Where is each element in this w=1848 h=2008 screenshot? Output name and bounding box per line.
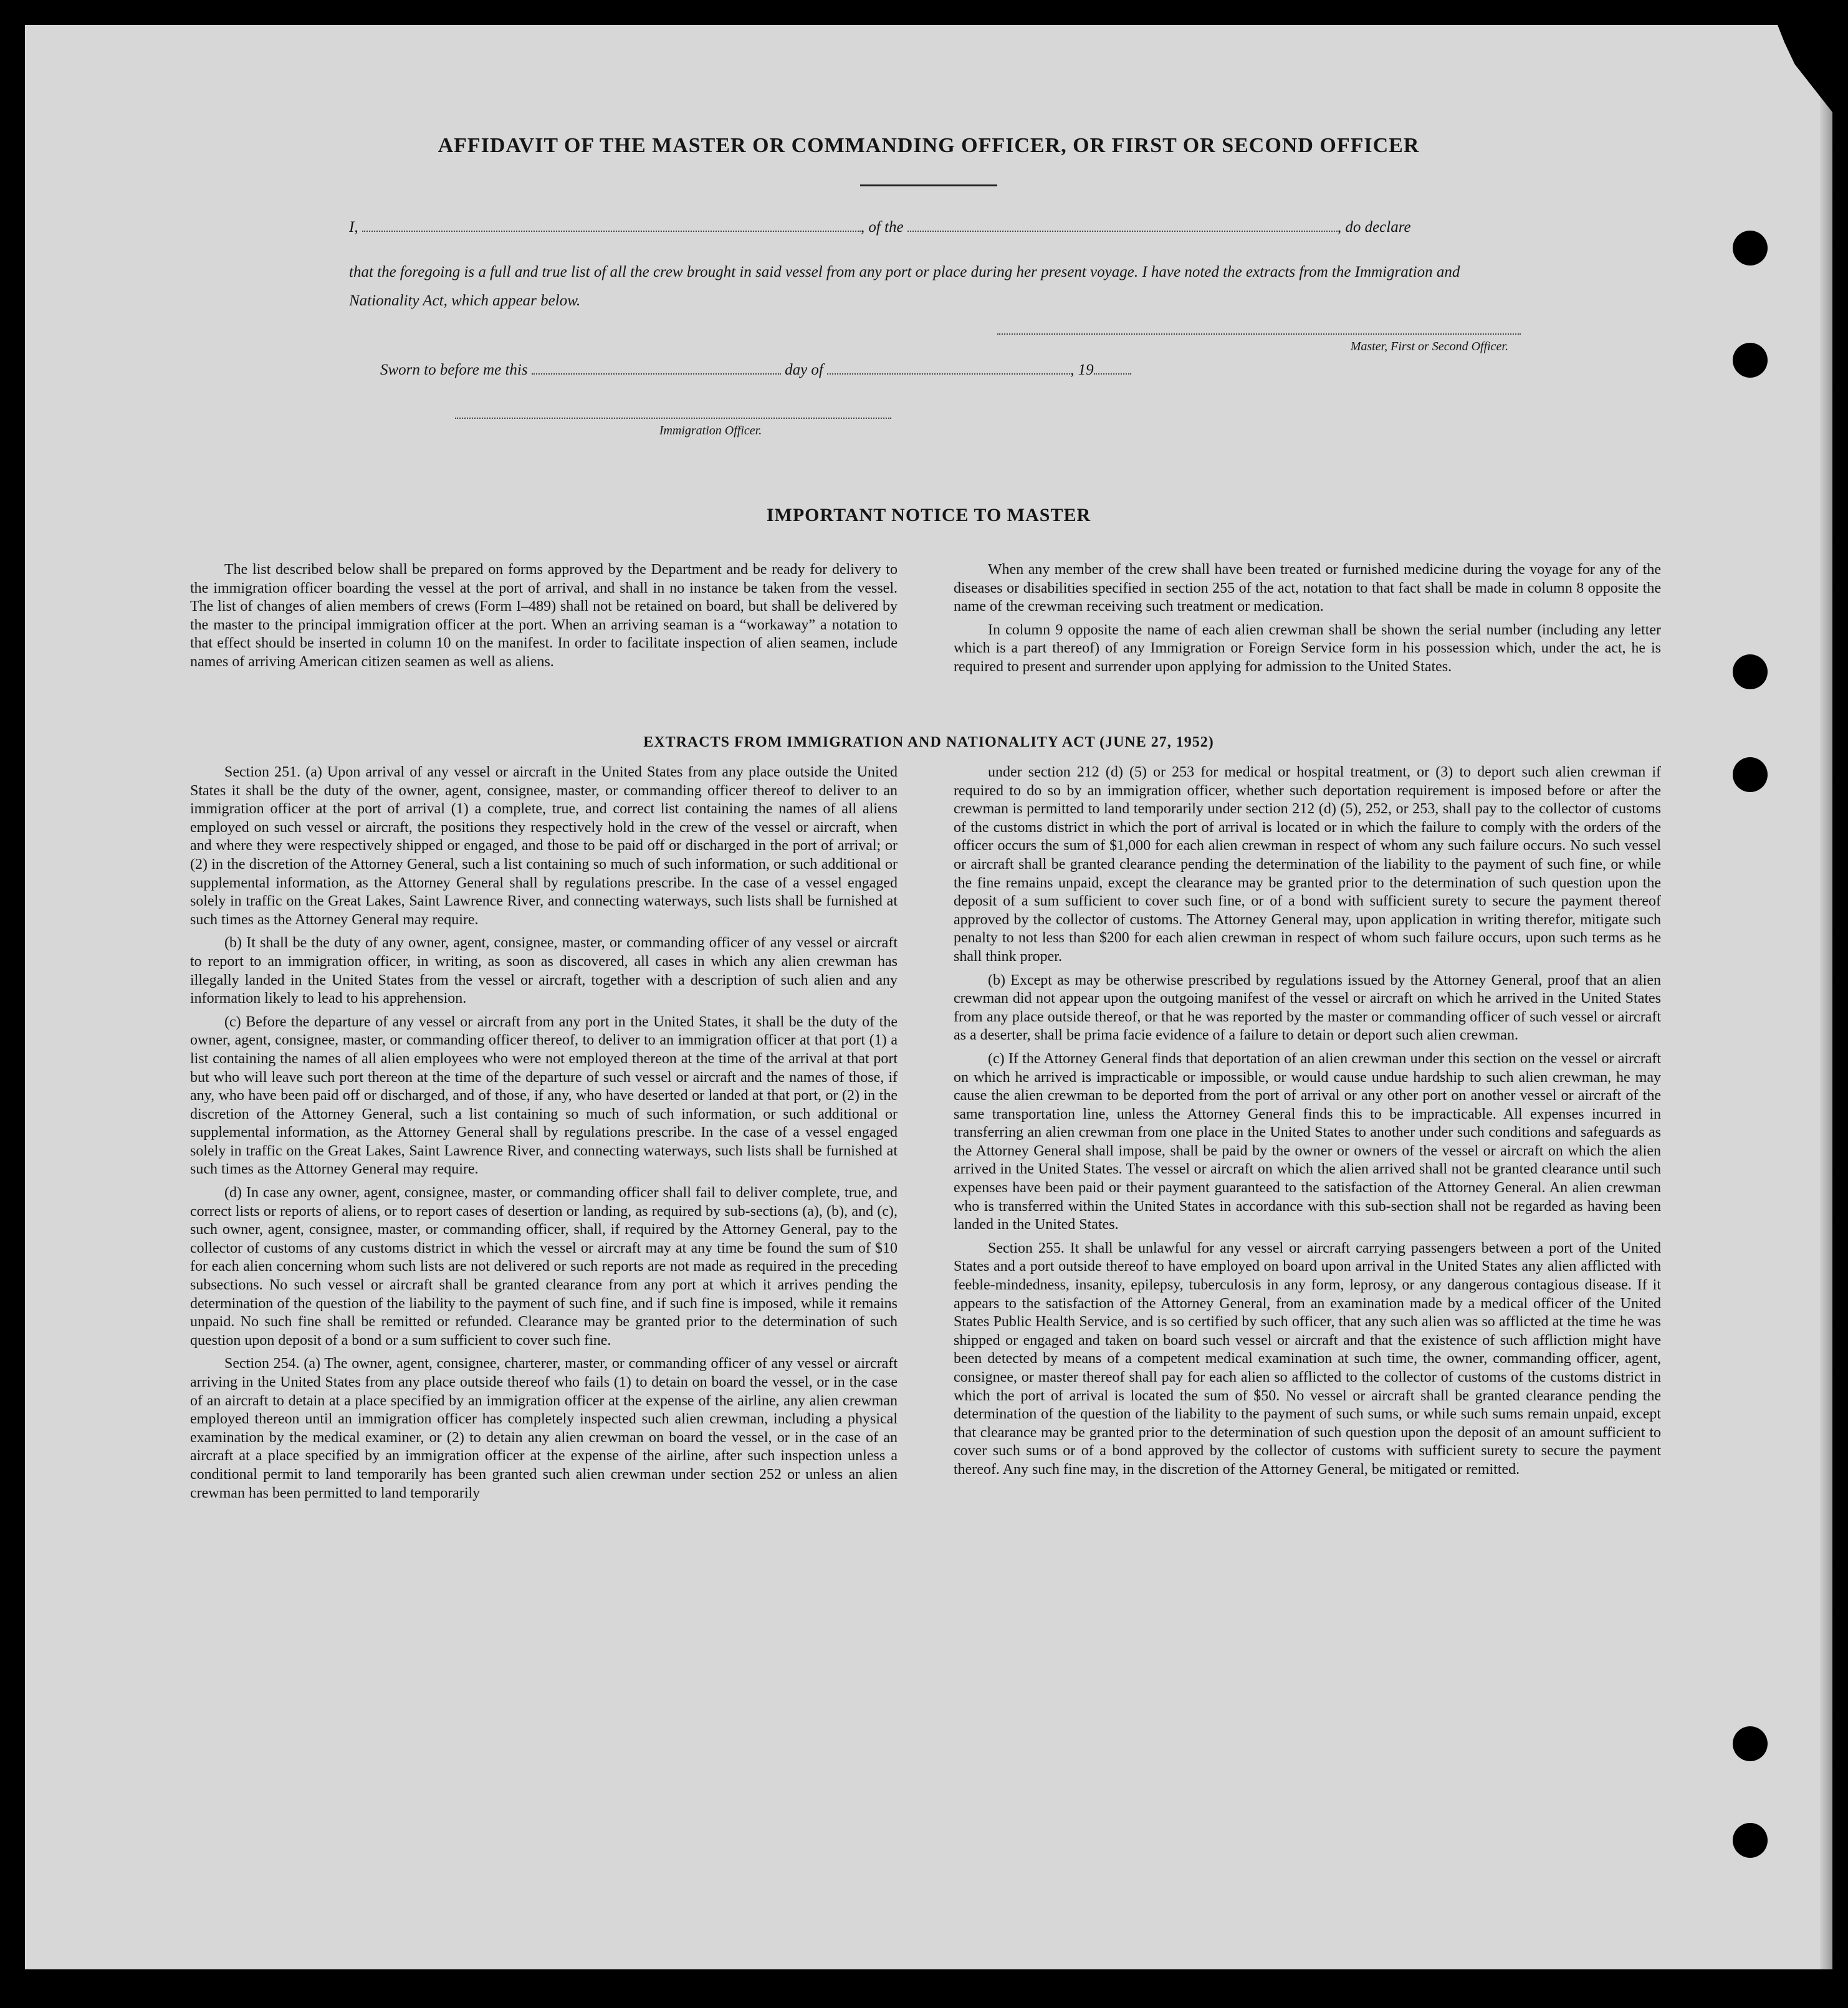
punch-hole: [1733, 757, 1768, 792]
vessel-field[interactable]: [907, 219, 1338, 232]
notice-paragraph: When any member of the crew shall have been treated or furnished medicine during the voyage for any of the diseases or disabilities specified in section 255 of the act, notation to that fact shall be made in column 8 opposite the name of the crewman receiving such treatment or medication.: [954, 562, 1661, 615]
notice-title: IMPORTANT NOTICE TO MASTER: [766, 505, 1091, 525]
sworn-line: [380, 361, 1131, 379]
notice-right-column: [954, 561, 1661, 682]
decl-declare: , do declare: [1337, 219, 1411, 236]
officer-caption: Immigration Officer.: [659, 424, 762, 437]
extract-paragraph: (c) Before the departure of any vessel or aircraft from any port in the United States, it shall be the duty of the owner, agent, consignee, master, or commanding officer thereof, to deliver to an immigration officer at that port (1) a list containing the names of all alien employees who were not employed thereon at the time of the arrival at that port but who will leave such port thereon at the time of the departure of such vessel or aircraft and the names of those, if any, who have been paid off or discharged, and of those, if any, who have deserted or landed at that port, or (2) in the discretion of the Attorney General, such a list containing so much of such information, or such additional or supplemental information, as the Attorney General shall by regulations prescribe. In the case of a vessel engaged solely in traffic on the Great Lakes, Saint Lawrence River, and connecting waterways, such lists shall be furnished at such times as the Attorney General may require.: [190, 1013, 898, 1178]
punch-hole: [1733, 343, 1768, 378]
sworn-month-field[interactable]: [827, 362, 1070, 375]
punch-hole: [1733, 231, 1768, 265]
master-signature-line[interactable]: [997, 333, 1521, 335]
extract-paragraph: under section 212 (d) (5) or 253 for medical or hospital treatment, or (3) to deport such alien crewman if required to do so by an immigration officer, whether such deportation requirement is imposed before or after the crewman is permitted to land temporarily under section 212 (d) (5), 252, or 253, shall pay to the collector of customs of the customs district in which the port of arrival is located or in which the failure to comply with the orders of the officer occurs the sum of $1,000 for each alien crewman in respect of whom any such failure occurs. No such vessel or aircraft shall be granted clearance pending the determination of the liability to the payment of such fine, or while the fine remains unpaid, except the clearance may be granted prior to the determination of such question upon the deposit of a sum sufficient to cover such fine, or of a bond with sufficient surety to secure the payment thereof approved by the collector of customs. The Attorney General may, upon application in writing therefor, mitigate such penalty to not less than $200 for each alien crewman in respect of whom such failure occurs, upon such terms as he shall think proper.: [954, 764, 1661, 965]
extract-paragraph: (c) If the Attorney General finds that deportation of an alien crewman under this section on the vessel or aircraft on which he arrived is impracticable or impossible, or would cause undue hardship to such alien crewman, he may cause the alien crewman to be deported from the port of arrival or any other port on another vessel or aircraft of the same transportation line, unless the Attorney General finds this to be impracticable. All expenses incurred in transferring an alien crewman from one place in the United States to another under such conditions and safeguards as the Attorney General shall impose, shall be paid by the owner or owners of the vessel or aircraft on which the alien arrived in the United States. The vessel or aircraft on which the alien arrived shall not be granted clearance until such expenses have been paid or their payment guaranteed to the satisfaction of the Attorney General. An alien crewman who is transferred within the United States in accordance with this sub-section shall not be regarded as having been landed in the United States.: [954, 1050, 1661, 1233]
punch-hole: [1733, 1726, 1768, 1761]
extract-paragraph: (b) Except as may be otherwise prescribed by regulations issued by the Attorney General, proof that an alien crewman did not appear upon the outgoing manifest of the vessel or aircraft on which he arrived in the United States from any place outside thereof, or that he was reported by the master or commanding officer of such vessel or aircraft as a deserter, shall be prima facie evidence of a failure to detain or deport such alien crewman.: [954, 972, 1661, 1044]
extract-paragraph: (d) In case any owner, agent, consignee, master, or commanding officer shall fail to deliver complete, true, and correct lists or reports of aliens, or to report cases of desertion or landing, as required by sub-sections (a), (b), and (c), such owner, agent, consignee, master, or commanding officer, shall, if required by the Attorney General, pay to the collector of customs of any customs district in which the vessel or aircraft may at any time be found the sum of $10 for each alien concerning whom such lists are not delivered or such reports are not made as required in the preceding subsections. No such vessel or aircraft shall be granted clearance from any port at which it arrives pending the determination of the question of the liability to the payment of such fine, and if such fine is imposed, while it remains unpaid. No such fine shall be remitted or refunded. Clearance may be granted prior to the determination of such question upon deposit of a bond or a sum sufficient to cover such fine.: [190, 1185, 898, 1349]
title-rule: [860, 184, 997, 186]
extracts-right-column: [954, 763, 1661, 1484]
affidavit-title: AFFIDAVIT OF THE MASTER OR COMMANDING OFFICER, OR FIRST OR SECOND OFFICER: [438, 134, 1420, 157]
extracts-title: EXTRACTS FROM IMMIGRATION AND NATIONALITY ACT (JUNE 27, 1952): [643, 734, 1214, 750]
decl-i: I,: [349, 219, 358, 236]
notice-paragraph: In column 9 opposite the name of each alien crewman shall be shown the serial number (including any letter which is a part thereof) of any Immigration or Foreign Service form in his possession which, under the act, he is required to present and surrender upon applying for admission to the United States.: [954, 621, 1661, 675]
notice-left-column: [190, 561, 898, 677]
extract-paragraph: Section 254. (a) The owner, agent, consignee, charterer, master, or commanding officer of any vessel or aircraft arriving in the United States from any place outside thereof who fails (1) to detain on board the vessel, or in the case of an aircraft to detain at a place specified by an immigration officer at the expense of the airline, any alien crewman employed thereon until an immigration officer has completely inspected such alien crewman, including a physical examination by the medical examiner, or (2) to detain any alien crewman on board the vessel, or in the case of an aircraft at a place specified by an immigration officer at the expense of the airline, after such inspection unless a conditional permit to land temporarily has been granted such alien crewman under section 252 or unless an alien crewman has been permitted to land temporarily: [190, 1355, 898, 1501]
extract-paragraph: Section 251. (a) Upon arrival of any vessel or aircraft in the United States from any place outside the United States it shall be the duty of the owner, agent, consignee, master, or commanding officer thereof to deliver to an immigration officer at the port of arrival (1) a complete, true, and correct list containing the names of all aliens employed on such vessel or aircraft, the positions they respectively hold in the crew of the vessel or aircraft, when and where they were respectively shipped or engaged, and those to be paid off or discharged in the port of arrival; or (2) in the discretion of the Attorney General, such a list containing so much of such information, or such additional or supplemental information, as the Attorney General shall by regulations prescribe. In the case of a vessel engaged solely in traffic on the Great Lakes, Saint Lawrence River, and connecting waterways, such lists shall be furnished at such times as the Attorney General may require.: [190, 764, 898, 928]
master-caption: Master, First or Second Officer.: [1350, 340, 1508, 353]
sworn-day-field[interactable]: [532, 362, 781, 375]
notice-paragraph: The list described below shall be prepared on forms approved by the Department and be ready for delivery to the immigration officer boarding the vessel at the port of arrival, and shall in no instance be taken from the vessel. The list of changes of alien members of crews (Form I–489) shall not be retained on board, but shall be delivered by the master to the principal immigration officer at the port. When an arriving seaman is a “workaway” a notation to that effect should be inserted in column 10 on the manifest. In order to facilitate inspection of alien seamen, include names of arriving American citizen seamen as well as aliens.: [190, 562, 898, 670]
extract-paragraph: Section 255. It shall be unlawful for any vessel or aircraft carrying passengers between a port of the United States and a port outside thereof to have employed on board upon arrival in the United States any alien afflicted with feeble-mindedness, insanity, epilepsy, tuberculosis in any form, leprosy, or any dangerous contagious disease. If it appears to the satisfaction of the Attorney General, from an examination made by a medical officer of the United States Public Health Service, and is so certified by such officer, that any such alien was so afflicted at the time he was shipped or engaged and taken on board such vessel or aircraft and that the existence of such affliction might have been detected by means of a competent medical examination at such time, the owner, commanding officer, agent, consignee, or master thereof shall pay for each alien so afflicted to the collector of customs of the customs district in which the port of arrival is located the sum of $50. No vessel or aircraft shall be granted clearance pending the determination of the question of the liability to the payment of such sums, or while such sums remain unpaid, except that clearance may be granted prior to the determination of such question upon the deposit of an amount sufficient to cover such sums or of a bond approved by the collector of customs with sufficient surety to secure the payment thereof. Any such fine may, in the discretion of the Attorney General, be mitigated or remitted.: [954, 1240, 1661, 1478]
declaration-statement: that the foregoing is a full and true list of all the crew brought in said vessel from any port or place during her present voyage. I have noted the extracts from the Immigration and Nationality Act, which appear below.: [349, 264, 1460, 309]
year-label: , 19: [1070, 361, 1094, 378]
immigration-officer-line[interactable]: [455, 418, 891, 419]
torn-corner: [1764, 25, 1832, 112]
decl-of-the: , of the: [860, 219, 904, 236]
day-of-label: day of: [785, 361, 823, 378]
punch-hole: [1733, 654, 1768, 689]
sworn-label: Sworn to before me this: [380, 361, 528, 378]
name-field[interactable]: [362, 219, 861, 232]
page-edge: [1820, 25, 1832, 1969]
extract-paragraph: (b) It shall be the duty of any owner, agent, consignee, master, or commanding officer of any vessel or aircraft to report to an immigration officer, in writing, as soon as discovered, all cases in which any alien crewman has illegally landed in the United States from the vessel or aircraft, together with a description of such alien and any information likely to lead to his apprehension.: [190, 935, 898, 1007]
declaration-line: [349, 213, 1521, 242]
document-page: [25, 25, 1832, 1969]
punch-hole: [1733, 1823, 1768, 1858]
extracts-left-column: [190, 763, 898, 1508]
sworn-year-field[interactable]: [1094, 362, 1131, 375]
